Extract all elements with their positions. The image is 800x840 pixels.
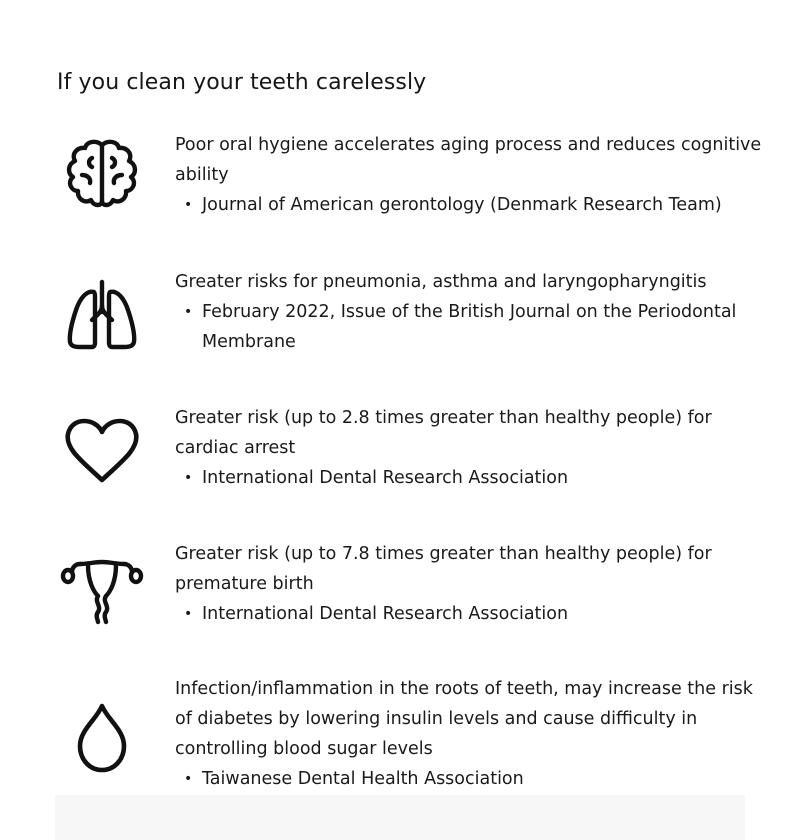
risk-description: Greater risks for pneumonia, asthma and laryngopharyngitis bbox=[175, 272, 707, 292]
uterus-icon bbox=[58, 540, 146, 628]
source-citation: • Taiwanese Dental Health Association bbox=[175, 764, 775, 794]
source-list bbox=[175, 463, 775, 493]
source-citation: • International Dental Research Association bbox=[175, 599, 775, 629]
risk-description: Greater risk (up to 2.8 times greater than healthy people) for cardiac arrest bbox=[175, 408, 712, 458]
source-list bbox=[175, 190, 775, 220]
brain-icon bbox=[58, 131, 146, 219]
risk-description: Poor oral hygiene accelerates aging process and reduces cognitive ability bbox=[175, 135, 762, 185]
lungs-icon bbox=[58, 270, 146, 358]
risk-description: Greater risk (up to 7.8 times greater than healthy people) for premature birth bbox=[175, 544, 712, 594]
heart-icon bbox=[58, 404, 146, 492]
source-list bbox=[175, 297, 775, 357]
section-heading: If you clean your teeth carelessly bbox=[57, 70, 427, 95]
bottom-fade-overlay bbox=[55, 795, 745, 840]
drop-icon bbox=[58, 692, 146, 780]
source-citation: • International Dental Research Association bbox=[175, 463, 775, 493]
source-list bbox=[175, 764, 775, 794]
risk-description: Infection/inflammation in the roots of teeth, may increase the risk of diabetes by lowering insulin levels and cause difficulty in controlling blood sugar levels bbox=[175, 679, 753, 759]
source-citation: • Journal of American gerontology (Denmark Research Team) bbox=[175, 190, 775, 220]
source-list bbox=[175, 599, 775, 629]
source-citation: • February 2022, Issue of the British Journal on the Periodontal Membrane bbox=[175, 297, 775, 357]
